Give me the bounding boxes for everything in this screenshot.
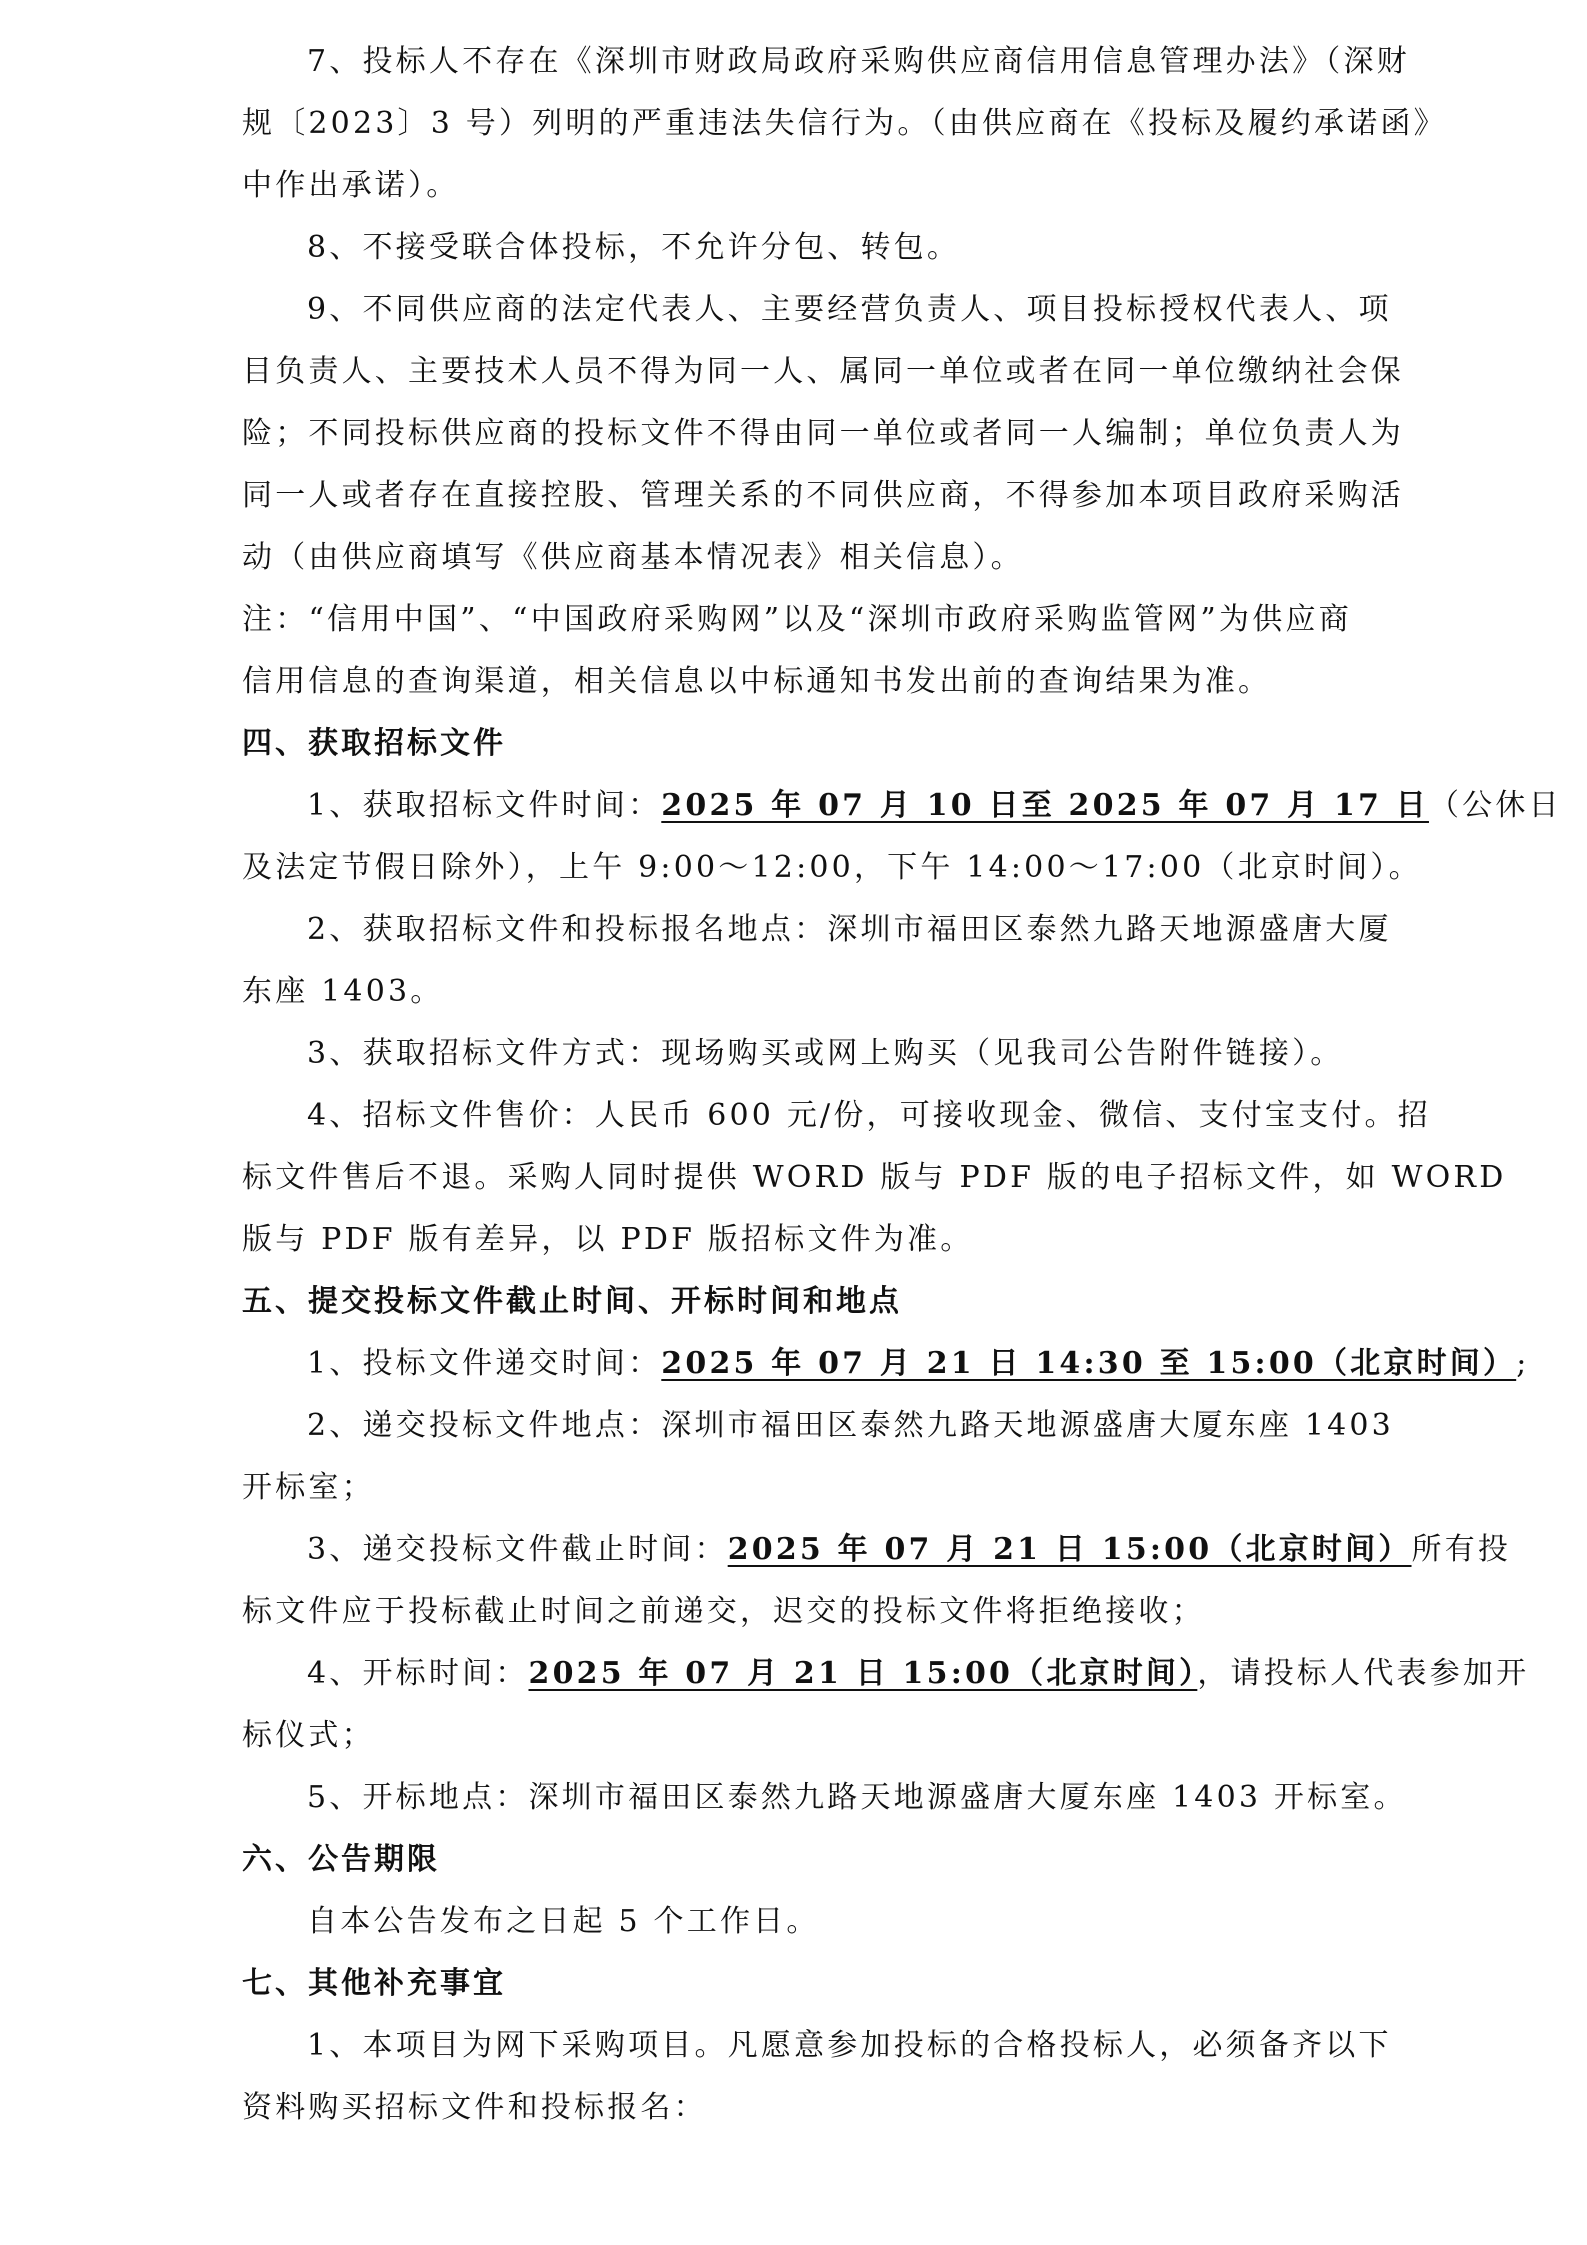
s5-item3-line1 (307, 1530, 1512, 1570)
s4-item4-line1: 4、招标文件售价：人民币 600 元/份，可接收现金、微信、支付宝支付。招 (307, 1098, 1431, 1133)
item7-line3: 中作出承诺）。 (242, 168, 460, 203)
s4-item2-line1: 2、获取招标文件和投标报名地点：深圳市福田区泰然九路天地源盛唐大厦 (307, 912, 1392, 947)
s5-item4-prefix: 4、开标时间： (307, 1656, 529, 1691)
s5-item3-prefix: 3、递交投标文件截止时间： (307, 1532, 728, 1567)
note-line1: 注：“信用中国”、“中国政府采购网”以及“深圳市政府采购监管网”为供应商 (242, 602, 1352, 637)
s5-item3-line2: 标文件应于投标截止时间之前递交，迟交的投标文件将拒绝接收； (242, 1594, 1205, 1629)
item9-line5: 动（由供应商填写《供应商基本情况表》相关信息）。 (242, 540, 1024, 575)
s7-item1-line2: 资料购买招标文件和投标报名： (242, 2090, 707, 2125)
s4-item4-line3: 版与 PDF 版有差异，以 PDF 版招标文件为准。 (242, 1222, 974, 1257)
s5-item5: 5、开标地点：深圳市福田区泰然九路天地源盛唐大厦东座 1403 开标室。 (307, 1780, 1407, 1815)
s5-item4-suffix: ，请投标人代表参加开 (1197, 1656, 1530, 1691)
s4-item1-prefix: 1、获取招标文件时间： (307, 788, 662, 823)
s5-item3-suffix: 所有投 (1411, 1532, 1512, 1567)
s7-item1-line1: 1、本项目为网下采购项目。凡愿意参加投标的合格投标人，必须备齐以下 (307, 2028, 1392, 2063)
s4-item1-line2: 及法定节假日除外），上午 9:00～12:00，下午 14:00～17:00（北京时间）。 (242, 850, 1422, 885)
item7-line1: 7、投标人不存在《深圳市财政局政府采购供应商信用信息管理办法》（深财 (307, 44, 1410, 79)
section6-heading: 六、公告期限 (242, 1842, 440, 1877)
s5-item3-time: 2025 年 07 月 21 日 15:00（北京时间） (727, 1532, 1412, 1567)
section5-heading: 五、提交投标文件截止时间、开标时间和地点 (242, 1284, 902, 1319)
s5-item4-line2: 标仪式； (242, 1718, 375, 1753)
section7-heading: 七、其他补充事宜 (242, 1966, 506, 2001)
s5-item1-prefix: 1、投标文件递交时间： (307, 1346, 662, 1381)
s5-item1-time: 2025 年 07 月 21 日 14:30 至 15:00（北京时间） (661, 1346, 1517, 1381)
item7-line2: 规〔2023〕3 号）列明的严重违法失信行为。（由供应商在《投标及履约承诺函》 (242, 106, 1447, 141)
s4-item4-line2: 标文件售后不退。采购人同时提供 WORD 版与 PDF 版的电子招标文件，如 WORD (242, 1160, 1507, 1195)
s4-item1-line1 (307, 786, 1562, 826)
s5-item2-line1: 2、递交投标文件地点：深圳市福田区泰然九路天地源盛唐大厦东座 1403 (307, 1408, 1394, 1443)
s4-item3: 3、获取招标文件方式：现场购买或网上购买（见我司公告附件链接）。 (307, 1036, 1344, 1071)
note-line2: 信用信息的查询渠道，相关信息以中标通知书发出前的查询结果为准。 (242, 664, 1272, 699)
item9-line1: 9、不同供应商的法定代表人、主要经营负责人、项目投标授权代表人、项 (307, 292, 1392, 327)
s5-item4-line1 (307, 1654, 1530, 1694)
s5-item4-time: 2025 年 07 月 21 日 15:00（北京时间） (528, 1656, 1198, 1691)
s5-item1-suffix: ; (1516, 1346, 1530, 1381)
s4-item2-line2: 东座 1403。 (242, 974, 444, 1009)
s5-item1 (307, 1344, 1530, 1384)
s5-item2-line2: 开标室； (242, 1470, 375, 1505)
item9-line3: 险；不同投标供应商的投标文件不得由同一单位或者同一人编制；单位负责人为 (242, 416, 1404, 451)
item9-line4: 同一人或者存在直接控股、管理关系的不同供应商，不得参加本项目政府采购活 (242, 478, 1404, 513)
s6-text: 自本公告发布之日起 5 个工作日。 (307, 1904, 820, 1939)
s4-item1-suffix: （公休日 (1428, 788, 1562, 823)
s4-item1-date-range: 2025 年 07 月 10 日至 2025 年 07 月 17 日 (661, 788, 1429, 823)
item9-line2: 目负责人、主要技术人员不得为同一人、属同一单位或者在同一单位缴纳社会保 (242, 354, 1404, 389)
item8: 8、不接受联合体投标，不允许分包、转包。 (307, 230, 961, 265)
section4-heading: 四、获取招标文件 (242, 726, 506, 761)
